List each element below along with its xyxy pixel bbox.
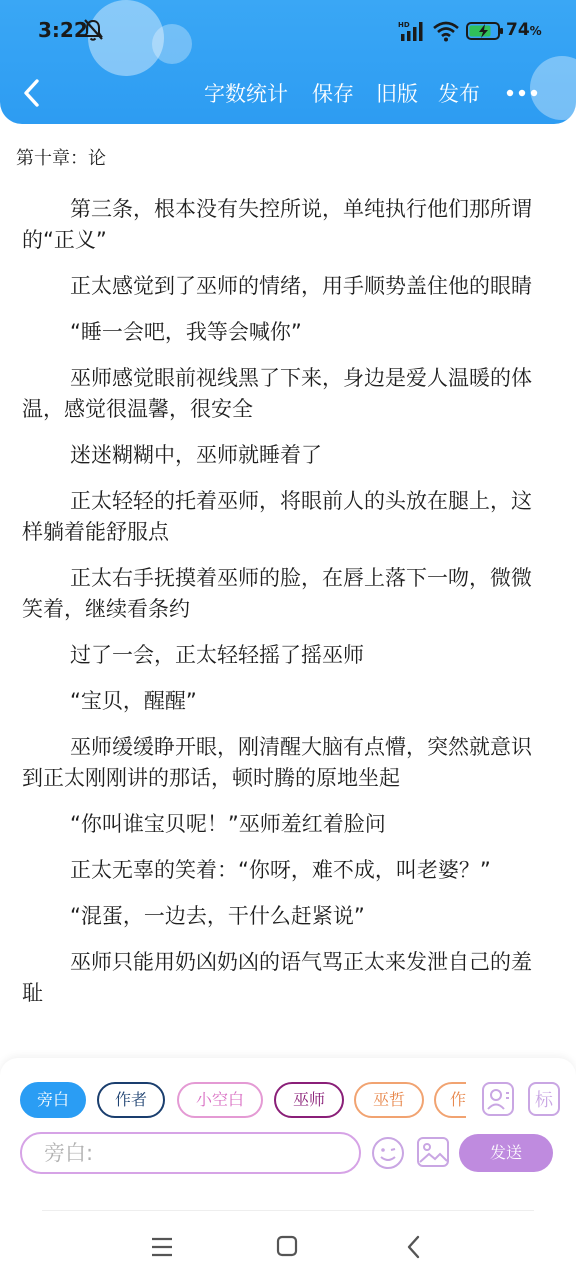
svg-text:HD: HD bbox=[398, 21, 410, 29]
svg-text:标: 标 bbox=[535, 1090, 553, 1111]
paragraph: 第三条，根本没有失控所说，单纯执行他们那所谓的“正义” bbox=[22, 197, 532, 252]
paragraph: 正太感觉到了巫师的情绪，用手顺势盖住他的眼睛 bbox=[70, 274, 532, 298]
save-button[interactable]: 保存 bbox=[312, 82, 354, 106]
emoji-icon[interactable] bbox=[371, 1136, 405, 1170]
send-button[interactable]: 发送 bbox=[459, 1134, 553, 1172]
wifi-icon bbox=[432, 20, 460, 42]
image-icon[interactable] bbox=[416, 1136, 450, 1168]
role-chip-wuzhe[interactable]: 巫哲 bbox=[354, 1082, 424, 1118]
person-icon[interactable] bbox=[480, 1080, 516, 1118]
menu-icon[interactable] bbox=[150, 1236, 174, 1258]
paragraph: 正太无辜的笑着：“你呀，难不成，叫老婆？” bbox=[70, 858, 491, 882]
paragraph: “宝贝，醒醒” bbox=[70, 689, 197, 713]
publish-button[interactable]: 发布 bbox=[438, 82, 480, 106]
hd-signal-icon bbox=[398, 20, 428, 42]
top-bar bbox=[0, 0, 576, 124]
tag-icon[interactable] bbox=[526, 1080, 562, 1118]
old-version-button[interactable]: 旧版 bbox=[376, 82, 418, 106]
paragraph: 过了一会，正太轻轻摇了摇巫师 bbox=[70, 643, 364, 667]
battery-charging-icon bbox=[466, 21, 504, 41]
paragraph: “睡一会吧，我等会喊你” bbox=[70, 320, 302, 344]
chapter-title[interactable]: 第十章：论 bbox=[16, 148, 106, 169]
home-icon[interactable] bbox=[276, 1235, 298, 1257]
paragraph: 巫师感觉眼前视线黑了下来，身边是爱人温暖的体温，感觉很温馨，很安全 bbox=[22, 366, 532, 421]
paragraph: “你叫谁宝贝呢！”巫师羞红着脸问 bbox=[70, 812, 386, 836]
editor-toolbar bbox=[0, 66, 576, 122]
paragraph: 迷迷糊糊中，巫师就睡着了 bbox=[70, 443, 322, 467]
chapter-body[interactable] bbox=[22, 194, 546, 1024]
status-time: 3:22 bbox=[38, 18, 88, 42]
divider bbox=[42, 1210, 534, 1211]
role-chip-author[interactable]: 作者 bbox=[97, 1082, 165, 1118]
role-chip-xiaokongbai[interactable]: 小空白 bbox=[177, 1082, 263, 1118]
paragraph: 正太轻轻的托着巫师，将眼前人的头放在腿上，这样躺着能舒服点 bbox=[22, 489, 532, 544]
paragraph: 巫师缓缓睁开眼，刚清醒大脑有点懵，突然就意识到正太刚刚讲的那话，顿时腾的原地坐起 bbox=[22, 735, 532, 790]
paragraph: 正太右手抚摸着巫师的脸，在唇上落下一吻，微微笑着，继续看条约 bbox=[22, 566, 532, 621]
mute-icon bbox=[82, 18, 104, 42]
system-navigation-bar bbox=[0, 1214, 576, 1280]
role-chip-list[interactable] bbox=[20, 1082, 466, 1118]
role-chip-partial[interactable]: 作 bbox=[434, 1082, 466, 1118]
status-bar bbox=[0, 0, 576, 62]
role-chip-wushi[interactable]: 巫师 bbox=[274, 1082, 344, 1118]
role-chip-narration[interactable]: 旁白 bbox=[20, 1082, 86, 1118]
dialogue-composer bbox=[0, 1058, 576, 1214]
back-icon[interactable] bbox=[404, 1234, 424, 1260]
word-count-button[interactable]: 字数统计 bbox=[204, 82, 288, 106]
more-dots-icon[interactable] bbox=[506, 88, 538, 98]
chevron-left-icon[interactable] bbox=[18, 76, 46, 110]
battery-percentage: 74% bbox=[506, 20, 542, 40]
paragraph: “混蛋，一边去，干什么赶紧说” bbox=[70, 904, 365, 928]
paragraph: 巫师只能用奶凶奶凶的语气骂正太来发泄自己的羞耻 bbox=[22, 950, 532, 1005]
dialogue-input[interactable]: 旁白: bbox=[20, 1132, 361, 1174]
